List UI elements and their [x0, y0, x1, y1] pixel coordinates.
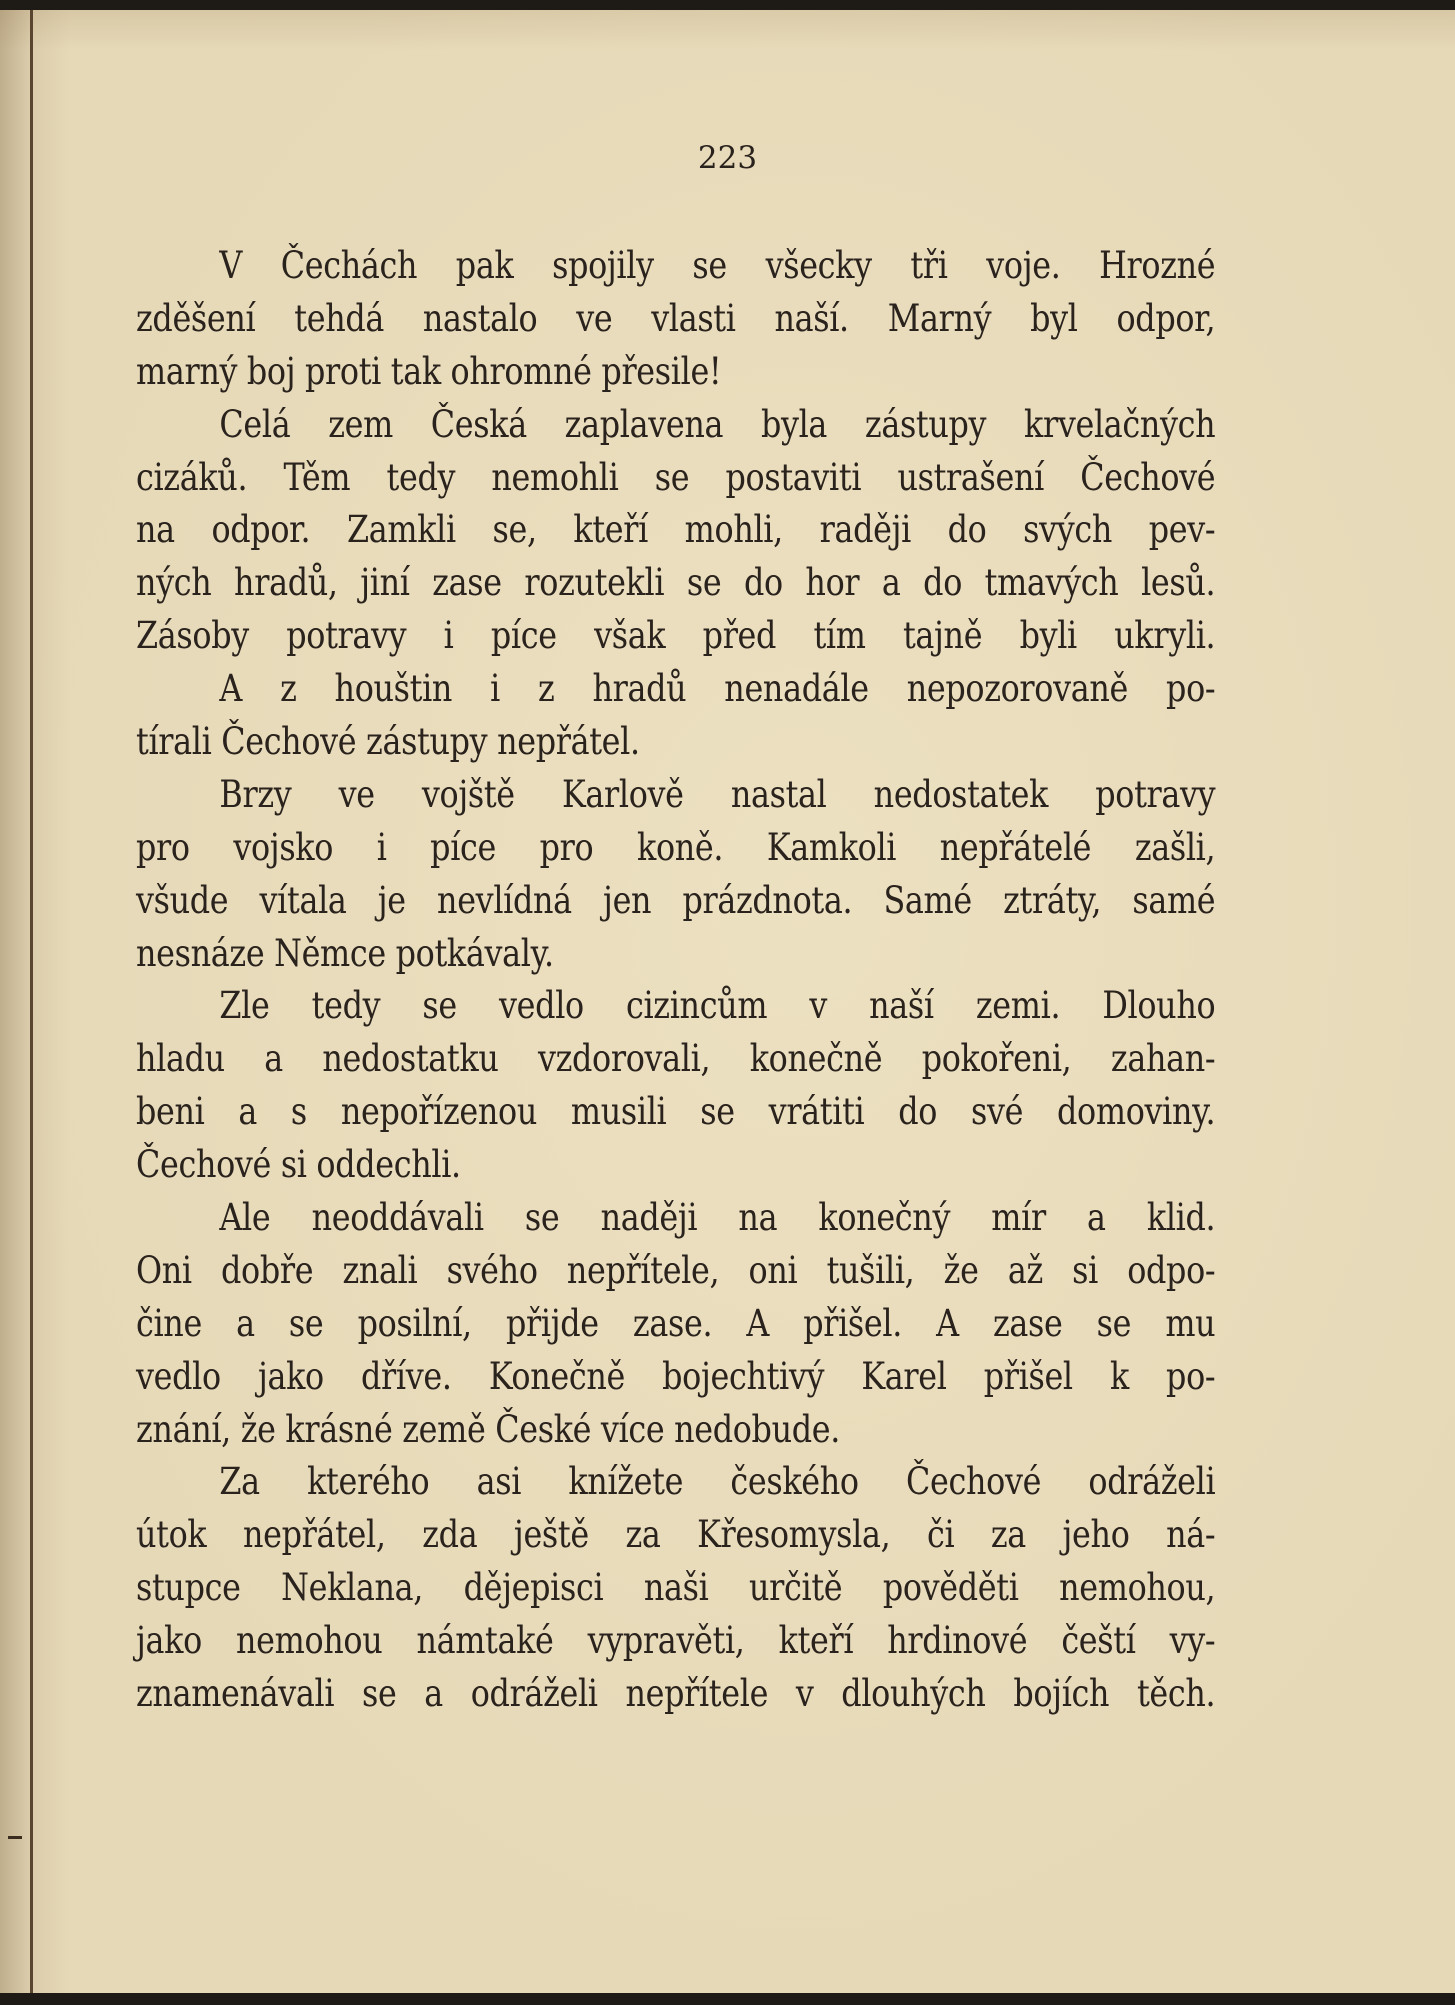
text-line: Čechové si oddechli. — [136, 1143, 461, 1187]
text-line: čine a se posilní, přijde zase. A přišel. A zase se mu — [136, 1301, 1216, 1345]
text-line: V Čechách pak spojily se všecky tři voje. Hrozné — [219, 244, 1216, 287]
text-line: marný boj proti tak ohromné přesile! — [136, 349, 722, 393]
text-line: Zásoby potravy i píce však před tím tajně byli ukryli. — [136, 614, 1216, 658]
text-line: znamenávali se a odráželi nepřítele v dlouhých bojích těch. — [136, 1672, 1216, 1716]
text-line: Celá zem Česká zaplavena byla zástupy krvelačných — [219, 402, 1216, 446]
text-line: cizáků. Těm tedy nemohli se postaviti ustrašení Čechové — [136, 455, 1216, 499]
text-line: stupce Neklana, dějepisci naši určitě pověděti nemohou, — [136, 1566, 1216, 1610]
body-text — [136, 240, 1216, 1721]
text-line: vedlo jako dříve. Konečně bojechtivý Karel přišel k po- — [136, 1354, 1216, 1398]
text-line: Oni dobře znali svého nepřítele, oni tušili, že až si odpo- — [136, 1248, 1216, 1292]
text-line: tírali Čechové zástupy nepřátel. — [136, 720, 640, 764]
text-line: Za kterého asi knížete českého Čechové odráželi — [219, 1460, 1216, 1504]
text-line: jako nemohou námtaké vypravěti, kteří hrdinové čeští vy- — [136, 1619, 1216, 1663]
book-page — [0, 10, 1455, 1993]
text-line: útok nepřátel, zda ještě za Křesomysla, či za jeho ná- — [136, 1513, 1216, 1557]
text-line: pro vojsko i píce pro koně. Kamkoli nepřátelé zašli, — [136, 825, 1216, 869]
page-gutter-edge — [30, 10, 33, 1993]
text-line: Ale neoddávali se naději na konečný mír a klid. — [219, 1196, 1216, 1240]
text-line: Brzy ve vojště Karlově nastal nedostatek potravy — [219, 772, 1216, 816]
text-line: nesnáze Němce potkávaly. — [136, 931, 554, 975]
text-line: zděšení tehdá nastalo ve vlasti naší. Marný byl odpor, — [136, 296, 1216, 340]
text-line: A z houštin i z hradů nenadále nepozorovaně po- — [219, 667, 1216, 711]
text-line: beni a s nepořízenou musili se vrátiti do své domoviny. — [136, 1090, 1216, 1134]
text-line: ných hradů, jiní zase rozutekli se do hor a do tmavých lesů. — [136, 561, 1216, 605]
text-line: všude vítala je nevlídná jen prázdnota. Samé ztráty, samé — [136, 878, 1216, 922]
text-line: znání, že krásné země České více nedobude. — [136, 1407, 841, 1451]
text-line: na odpor. Zamkli se, kteří mohli, raději do svých pev- — [136, 508, 1216, 552]
text-line: hladu a nedostatku vzdorovali, konečně pokořeni, zahan- — [136, 1037, 1216, 1081]
page-number: 223 — [697, 140, 758, 176]
margin-mark — [8, 1836, 22, 1839]
text-line: Zle tedy se vedlo cizincům v naší zemi. Dlouho — [219, 984, 1216, 1028]
